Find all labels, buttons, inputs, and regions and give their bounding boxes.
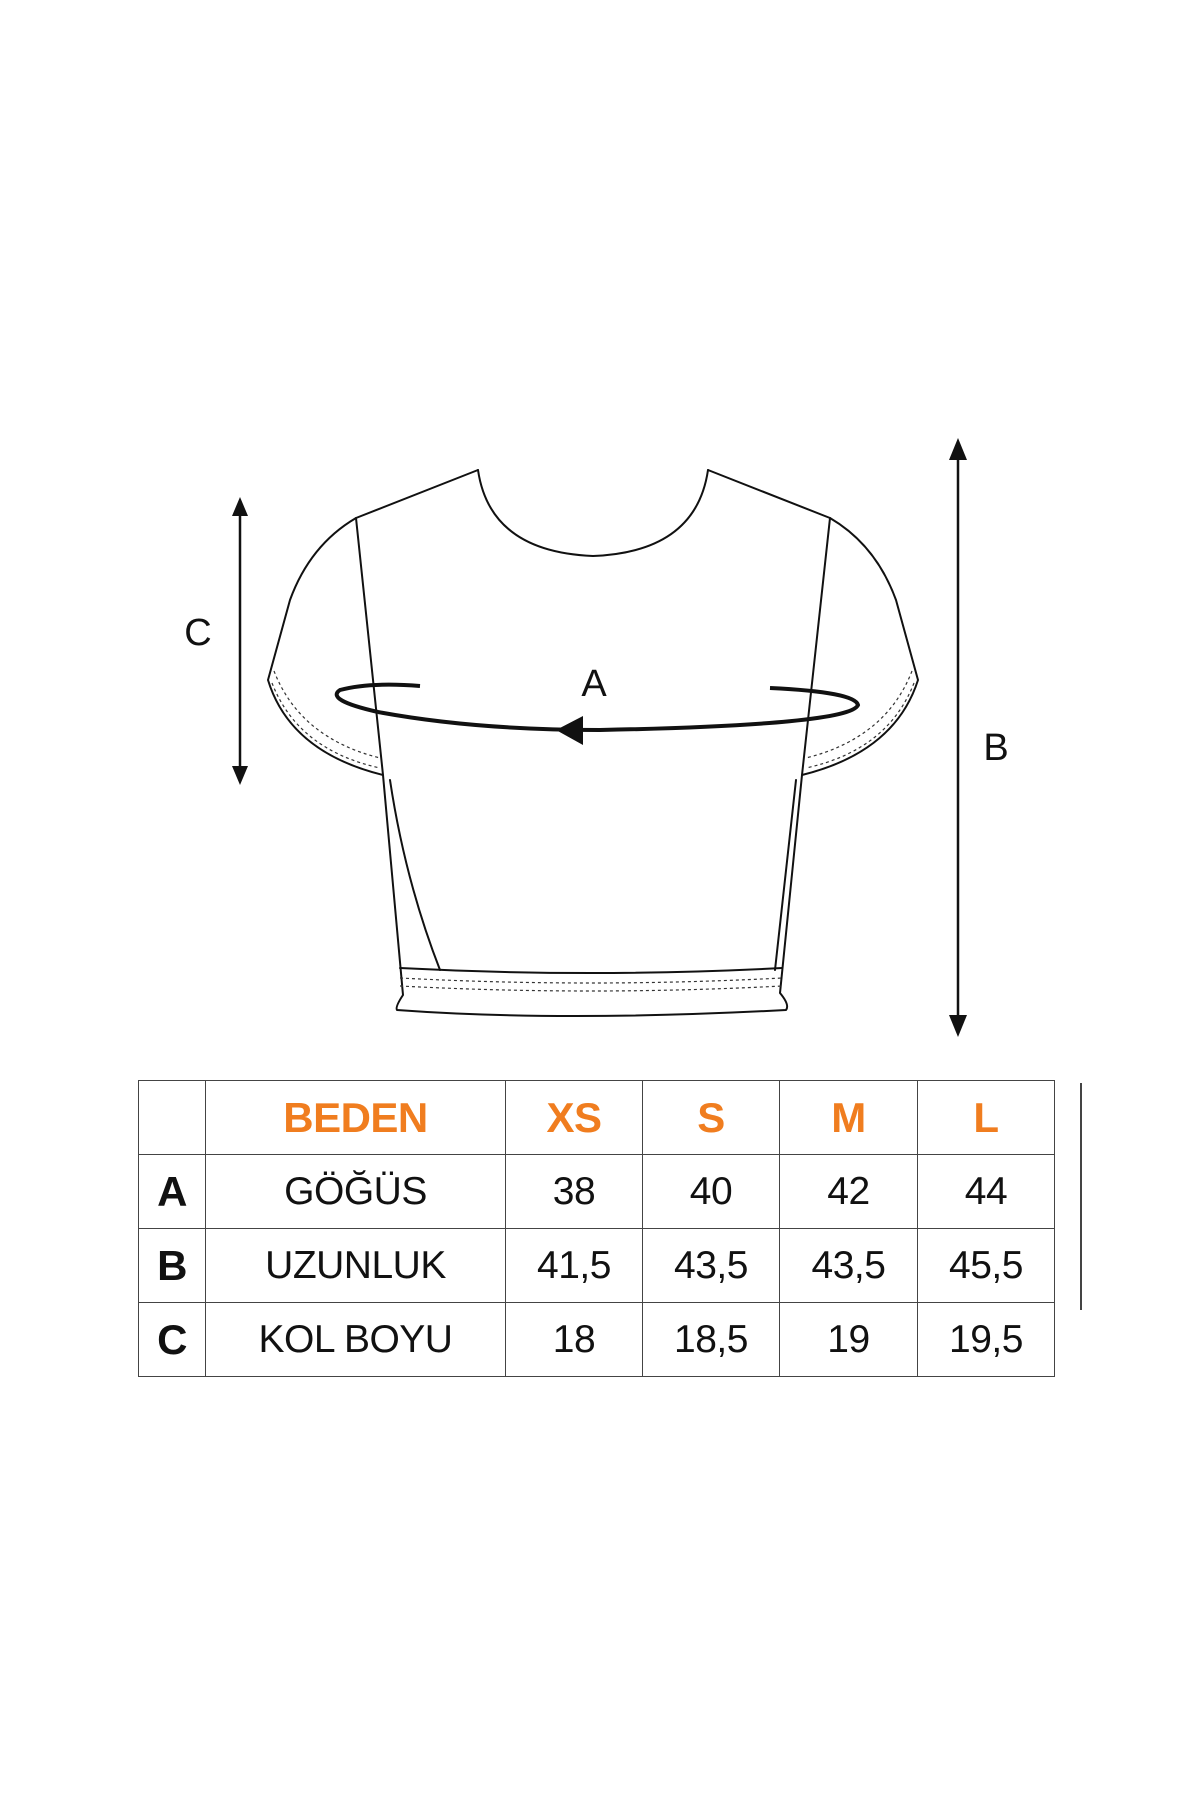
right-shoulder-seam	[802, 518, 830, 775]
hem-stitch	[400, 978, 782, 983]
row-value: 42	[780, 1155, 918, 1229]
table-header-row	[139, 1081, 1055, 1155]
row-code: C	[139, 1303, 206, 1377]
length-arrow-top	[949, 438, 967, 460]
size-table	[138, 1080, 1055, 1377]
header-size-s: S	[643, 1081, 780, 1155]
shirt-outline	[268, 470, 918, 1016]
header-size-xs: XS	[506, 1081, 643, 1155]
header-size-l: L	[918, 1081, 1055, 1155]
sleeve-arrow-top	[232, 497, 248, 516]
row-value: 44	[918, 1155, 1055, 1229]
header-beden: BEDEN	[206, 1081, 506, 1155]
left-shoulder-seam	[356, 518, 383, 775]
row-value: 19	[780, 1303, 918, 1377]
table-row	[139, 1155, 1055, 1229]
header-empty-cell	[139, 1081, 206, 1155]
row-value: 18	[506, 1303, 643, 1377]
row-value: 40	[643, 1155, 780, 1229]
row-value: 43,5	[643, 1229, 780, 1303]
row-value: 43,5	[780, 1229, 918, 1303]
label-c: C	[184, 612, 212, 654]
row-value: 19,5	[918, 1303, 1055, 1377]
side-divider	[1080, 1083, 1082, 1310]
label-b: B	[983, 727, 1009, 769]
chest-arrow-head	[556, 716, 583, 745]
hem-line	[400, 968, 782, 973]
neckline	[478, 470, 708, 556]
row-name: UZUNLUK	[206, 1229, 506, 1303]
header-size-m: M	[780, 1081, 918, 1155]
left-sleeve-stitch-2	[272, 683, 380, 768]
row-value: 18,5	[643, 1303, 780, 1377]
table-row	[139, 1303, 1055, 1377]
table-row	[139, 1229, 1055, 1303]
right-sleeve-stitch-2	[806, 683, 914, 768]
hem-stitch-2	[400, 986, 782, 991]
row-code: A	[139, 1155, 206, 1229]
length-arrow-bottom	[949, 1015, 967, 1037]
row-value: 41,5	[506, 1229, 643, 1303]
row-name: KOL BOYU	[206, 1303, 506, 1377]
row-code: B	[139, 1229, 206, 1303]
row-name: GÖĞÜS	[206, 1155, 506, 1229]
row-value: 38	[506, 1155, 643, 1229]
label-a: A	[581, 663, 607, 705]
sleeve-arrow-bottom	[232, 766, 248, 785]
row-value: 45,5	[918, 1229, 1055, 1303]
